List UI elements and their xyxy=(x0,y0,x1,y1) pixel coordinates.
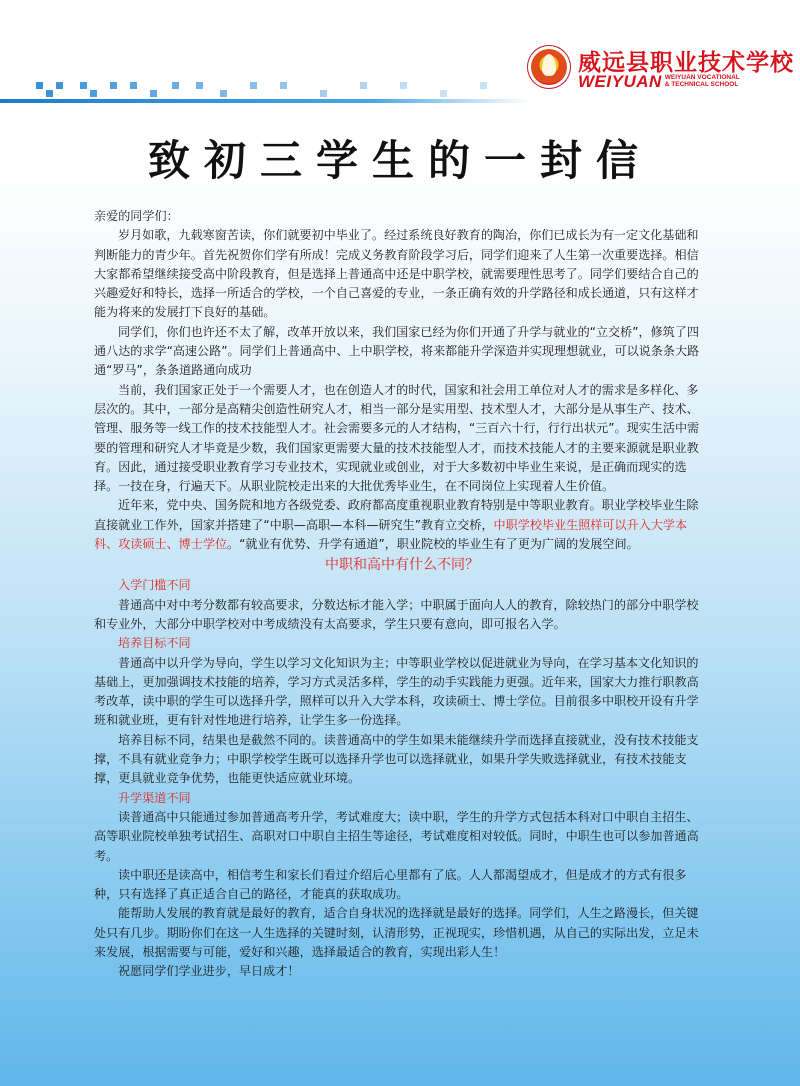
letter-paragraph-4 xyxy=(94,496,710,554)
stripe-square xyxy=(46,90,53,97)
section-title-admission: 入学门槛不同 xyxy=(118,578,191,593)
stripe-square xyxy=(110,82,117,89)
letter-paragraph-3: 当前，我们国家正处于一个需要人才，也在创造人才的时代，国家和社会用工单位对人才的需求是多样化、多层次的。其中，一部分是高精尖创造性研究人才，相当一部分是实用型、技术型人才，大部分是从事生产、技术、管理、服务等一线工作的技术技能型人才。社会需要多元的人才结构，“三百六十行，行行出状元”。现实生活中需要的管理和研究人才毕竟是少数，我们国家更需要大量的技术技能型人才，而技术技能人才的主要来源就是职业教育。因此，通过接受职业教育学习专业技术，实现就业或创业，对于大多数初中毕业生来说，是正确而现实的选择。一技在身，行遍天下。从职业院校走出来的大批优秀毕业生，在不同岗位上实现着人生价值。 xyxy=(94,382,700,494)
section-channels-text-2: 读中职还是读高中，相信考生和家长们看过介绍后心里都有了底。人人都渴望成才，但是成才的方式有很多种，只有选择了真正适合自己的路径，才能真的获取成功。 xyxy=(94,867,687,902)
letter-paragraph-4-end: 。“就业有优势、升学有通道”，职业院校的毕业生有了更为广阔的发展空间。 xyxy=(227,537,639,552)
section-title-goals: 培养目标不同 xyxy=(118,636,191,651)
stripe-square xyxy=(360,82,367,89)
letter-title: 致初三学生的一封信 xyxy=(147,136,652,185)
section-admission-text: 普通高中对中考分数都有较高要求，分数达标才能入学；中职属于面向人人的教育，除较热门的部分中职学校和专业外，大部分中职学校对中考成绩没有太高要求，学生只要有意向，即可报名入学。 xyxy=(94,597,699,631)
school-logo xyxy=(528,44,794,92)
school-name-en-sub1: WEIYUAN VOCATIONAL xyxy=(664,74,740,81)
decorative-stripe xyxy=(0,82,520,96)
letter-body xyxy=(94,207,710,982)
stripe-square xyxy=(36,82,43,89)
section-channels-text-1: 读普通高中只能通过参加普通高考升学，考试难度大；读中职，学生的升学方式包括本科对口中职自主招生、高等职业院校单独考试招生、高职对口中职自主招生等途径，考试难度相对较低。同时，中职生也可以参加普通高考。 xyxy=(94,809,699,863)
stripe-square xyxy=(250,82,257,89)
section-title-channels: 升学渠道不同 xyxy=(118,790,191,805)
school-name-en xyxy=(578,72,740,92)
letter-paragraph-1: 岁月如歌，九载寒窗苦读，你们就要初中毕业了。经过系统良好教育的陶冶，你们已成长为有一定文化基础和判断能力的青少年。首先祝贺你们学有所成！完成义务教育阶段学习后，同学们迎来了人生第一次重要选择。相信大家都希望继续接受高中阶段教育，但是选择上普通高中还是中职学校，就需要理性思考了。同学们要结合自己的兴趣爱好和特长，选择一所适合的学校，一个自己喜爱的专业，一条正确有效的升学路径和成长通道，只有这样才能为将来的发展打下良好的基础。 xyxy=(94,228,699,320)
stripe-square xyxy=(150,90,157,97)
school-emblem-icon xyxy=(528,46,570,88)
stripe-square xyxy=(196,82,203,89)
stripe-square xyxy=(90,90,97,97)
section-goals-text-2: 培养目标不同，结果也是截然不同的。读普通高中的学生如果未能继续升学而选择直接就业，没有技术技能支撑，不具有就业竞争力；中职学校学生既可以选择升学也可以选择就业，如果升学失败选择就业，有技术技能支撑，更具就业竞争优势，也能更快适应就业环境。 xyxy=(94,732,699,786)
letter-salutation: 亲爱的同学们： xyxy=(94,209,179,223)
letter-paragraph-4-start: 近年来，党中央、国务院和地方各级党委、政府都高度重视职业教育特别是中等职业教育。职业学校毕业生除直接就业工作外，国家并搭建了“中职—高职—本科—研究生”教育立交桥， xyxy=(94,498,699,532)
school-name-cn: 威远县职业技术学校 xyxy=(578,50,794,76)
letter-closing: 祝愿同学们学业进步，早日成才！ xyxy=(118,964,300,979)
stripe-square xyxy=(480,82,487,89)
letter-paragraph-2: 同学们，你们也许还不太了解，改革开放以来，我们国家已经为你们开通了升学与就业的“立交桥”，修筑了四通八达的求学“高速公路”。同学们上普通高中、上中职学校，将来都能升学深造并实现理想就业，可以说条条大路通“罗马”，条条道路通向成功 xyxy=(94,324,700,378)
header-divider-line xyxy=(0,99,530,103)
section-channels-text-3: 能帮助人发展的教育就是最好的教育，适合自身状况的选择就是最好的选择。同学们，人生之路漫长，但关键处只有几步。期盼你们在这一人生选择的关键时刻，认清形势，正视现实，珍惜机遇，从自己的实际出发，立足未来发展，根据需要与可能，爱好和兴趣，选择最适合的教育，实现出彩人生！ xyxy=(94,906,699,959)
stripe-square xyxy=(400,82,407,89)
school-name-en-sub2: & TECHNICAL SCHOOL xyxy=(664,81,739,88)
stripe-square xyxy=(80,82,87,89)
stripe-square xyxy=(130,82,137,89)
stripe-square xyxy=(280,82,287,89)
section-goals-text-1: 普通高中以升学为导向，学生以学习文化知识为主；中等职业学校以促进就业为导向，在学习基本文化知识的基础上，更加强调技术技能的培养，学习方式灵活多样，学生的动手实践能力更强。近年来，国家大力推行职教高考改革，读中职的学生可以选择升学，照样可以升入大学本科，攻读硕士、博士学位。目前很多中职校开设有升学班和就业班，更有针对性地进行培养，让学生多一份选择。 xyxy=(94,655,699,728)
school-name-en-sub xyxy=(665,74,740,88)
stripe-square xyxy=(320,90,327,97)
stripe-square xyxy=(172,82,179,89)
stripe-square xyxy=(440,90,447,97)
comparison-heading: 中职和高中有什么不同？ xyxy=(325,557,479,574)
school-name-en-main: WEIYUAN xyxy=(578,72,662,91)
stripe-square xyxy=(56,82,63,89)
stripe-square xyxy=(220,90,227,97)
letter-paragraph-4-highlight: 中职学校毕业生照样可以升入大学本科、攻读硕士、博士学位 xyxy=(94,517,688,552)
